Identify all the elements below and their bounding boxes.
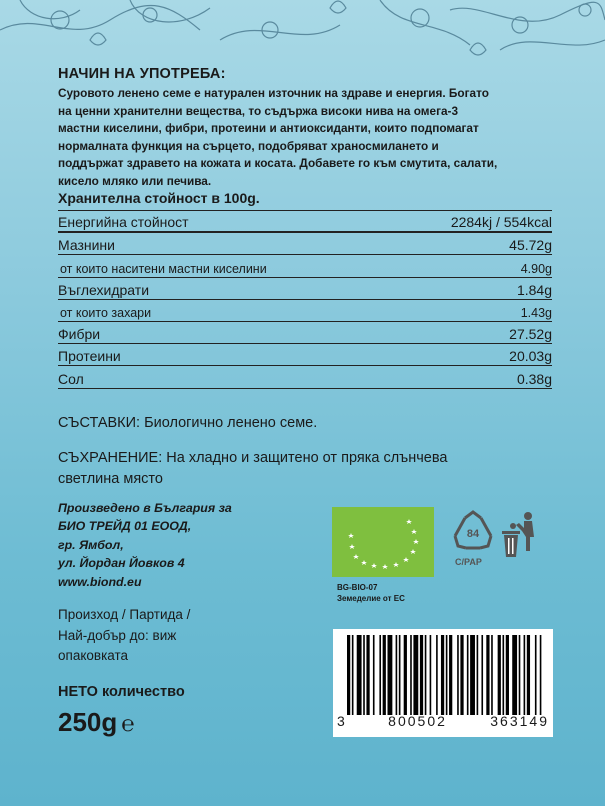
nutrient-name: Енергийна стойност (58, 214, 189, 231)
barcode-digit-group: 363149 (490, 713, 549, 729)
nutrient-name: Фибри (58, 326, 101, 343)
barcode-bar (413, 635, 418, 715)
barcode-bar (467, 635, 469, 715)
barcode-digit-group: 3 (337, 713, 345, 729)
net-weight: 250g (58, 707, 118, 737)
usage-line: мастни киселини, фибри, протеини и антиоксиданти, които подпомагат (58, 121, 479, 136)
barcode-bar (524, 635, 526, 715)
nutrition-row (58, 344, 552, 366)
barcode-bar (527, 635, 530, 715)
barcode-bar (491, 635, 493, 715)
nutrient-value: 20.03g (509, 348, 552, 365)
barcode-bar (512, 635, 517, 715)
nutrition-row (58, 278, 552, 300)
nutrient-name: Протеини (58, 348, 121, 365)
barcode-bar (441, 635, 444, 715)
nutrient-value: 2284kj / 554kcal (450, 214, 552, 231)
nutrition-row (58, 255, 552, 277)
barcode-bar (460, 635, 463, 715)
nutrient-name: от които захари (60, 305, 152, 320)
eu-organic-leaf-icon (332, 507, 434, 577)
estimated-sign-icon: ℮ (121, 711, 135, 736)
usage-line: кисело мляко или печива. (58, 173, 212, 188)
usage-line: на ценни хранителни вещества, то съдържа високи нива на омега-3 (58, 103, 459, 118)
barcode-bar (470, 635, 475, 715)
recycle-material-code: C/PAP (455, 557, 482, 567)
barcode-bar (425, 635, 427, 715)
barcode-bar (430, 635, 432, 715)
nutrition-table (58, 210, 552, 389)
barcode-bar (396, 635, 398, 715)
usage-line: нормалната функция на сърцето, подобряват храносмилането и (58, 138, 439, 153)
recycle-icon (450, 510, 496, 556)
nutrient-value: 0.38g (516, 370, 552, 387)
origin-line: Най-добър до: виж (58, 627, 177, 643)
floral-decoration (0, 0, 605, 60)
nutrient-value: 45.72g (509, 237, 552, 254)
nutrition-row (58, 366, 552, 388)
barcode-bar (420, 635, 423, 715)
barcode-bar (481, 635, 483, 715)
barcode-number (337, 713, 549, 729)
barcode-bar (404, 635, 407, 715)
barcode-bar (399, 635, 401, 715)
barcode-bar (352, 635, 354, 715)
producer-company: БИО ТРЕЙД 01 ЕООД, (58, 519, 192, 534)
producer-city: гр. Ямбол, (58, 537, 124, 552)
producer-website: www.biond.eu (58, 574, 142, 589)
barcode-bar (366, 635, 369, 715)
barcode-bars (347, 635, 543, 715)
producer-street: ул. Йордан Йовков 4 (58, 556, 185, 571)
nutrient-value: 4.90g (520, 261, 552, 276)
barcode-bar (373, 635, 375, 715)
nutrition-row (58, 300, 552, 322)
nutrition-row (58, 211, 552, 233)
storage-line: СЪХРАНЕНИЕ: На хладно и защитено от пряка слънчева (58, 450, 448, 466)
nutrient-name: Мазнини (58, 237, 115, 254)
barcode-digit-group: 800502 (388, 713, 447, 729)
producer-line: Произведено в България за (58, 501, 232, 515)
nutrient-value: 1.84g (516, 281, 552, 298)
eco-certification-code: BG-BIO-07 (337, 583, 378, 592)
storage-text (58, 448, 538, 490)
barcode-bar (379, 635, 381, 715)
barcode-bar (357, 635, 362, 715)
producer-info (58, 499, 232, 591)
barcode-bar (347, 635, 350, 715)
barcode-bar (446, 635, 448, 715)
usage-title: НАЧИН НА УПОТРЕБА: (58, 66, 226, 82)
tidyman-bin-icon (500, 511, 542, 559)
origin-line: опаковката (58, 648, 129, 663)
barcode-bar (363, 635, 365, 715)
barcode (333, 629, 553, 737)
barcode-bar (457, 635, 459, 715)
barcode-bar (449, 635, 452, 715)
barcode-bar (503, 635, 505, 715)
barcode-bar (383, 635, 386, 715)
nutrient-value: 27.52g (509, 326, 552, 343)
barcode-bar (535, 635, 537, 715)
barcode-bar (477, 635, 479, 715)
barcode-bar (410, 635, 412, 715)
barcode-bar (506, 635, 509, 715)
storage-line: светлина място (58, 471, 163, 487)
nutrient-name: Сол (58, 370, 84, 387)
nutrition-row (58, 322, 552, 344)
barcode-bar (498, 635, 501, 715)
origin-line: Произход / Партида / (58, 607, 191, 622)
usage-description (58, 85, 554, 191)
net-quantity-value (58, 707, 134, 738)
barcode-bar (486, 635, 489, 715)
recycle-number: 84 (466, 528, 480, 540)
barcode-bar (387, 635, 392, 715)
nutrition-row (58, 233, 552, 255)
ingredients-text: СЪСТАВКИ: Биологично ленено семе. (58, 415, 318, 431)
usage-line: поддържат здравето на кожата и косата. Добавете го към смутита, салати, (58, 156, 498, 171)
origin-info (58, 605, 190, 667)
net-quantity-label: НЕТО количество (58, 684, 185, 700)
eco-origin-text: Земеделие от ЕС (337, 594, 405, 603)
nutrient-name: от които наситени мастни киселини (60, 261, 267, 276)
nutrient-name: Въглехидрати (58, 281, 150, 298)
nutrition-title: Хранителна стойност в 100g. (58, 190, 260, 206)
barcode-bar (519, 635, 521, 715)
barcode-bar (540, 635, 542, 715)
usage-line: Суровото ленено семе е натурален източник на здраве и енергия. Богато (58, 86, 489, 100)
barcode-bar (436, 635, 438, 715)
nutrient-value: 1.43g (520, 305, 552, 320)
